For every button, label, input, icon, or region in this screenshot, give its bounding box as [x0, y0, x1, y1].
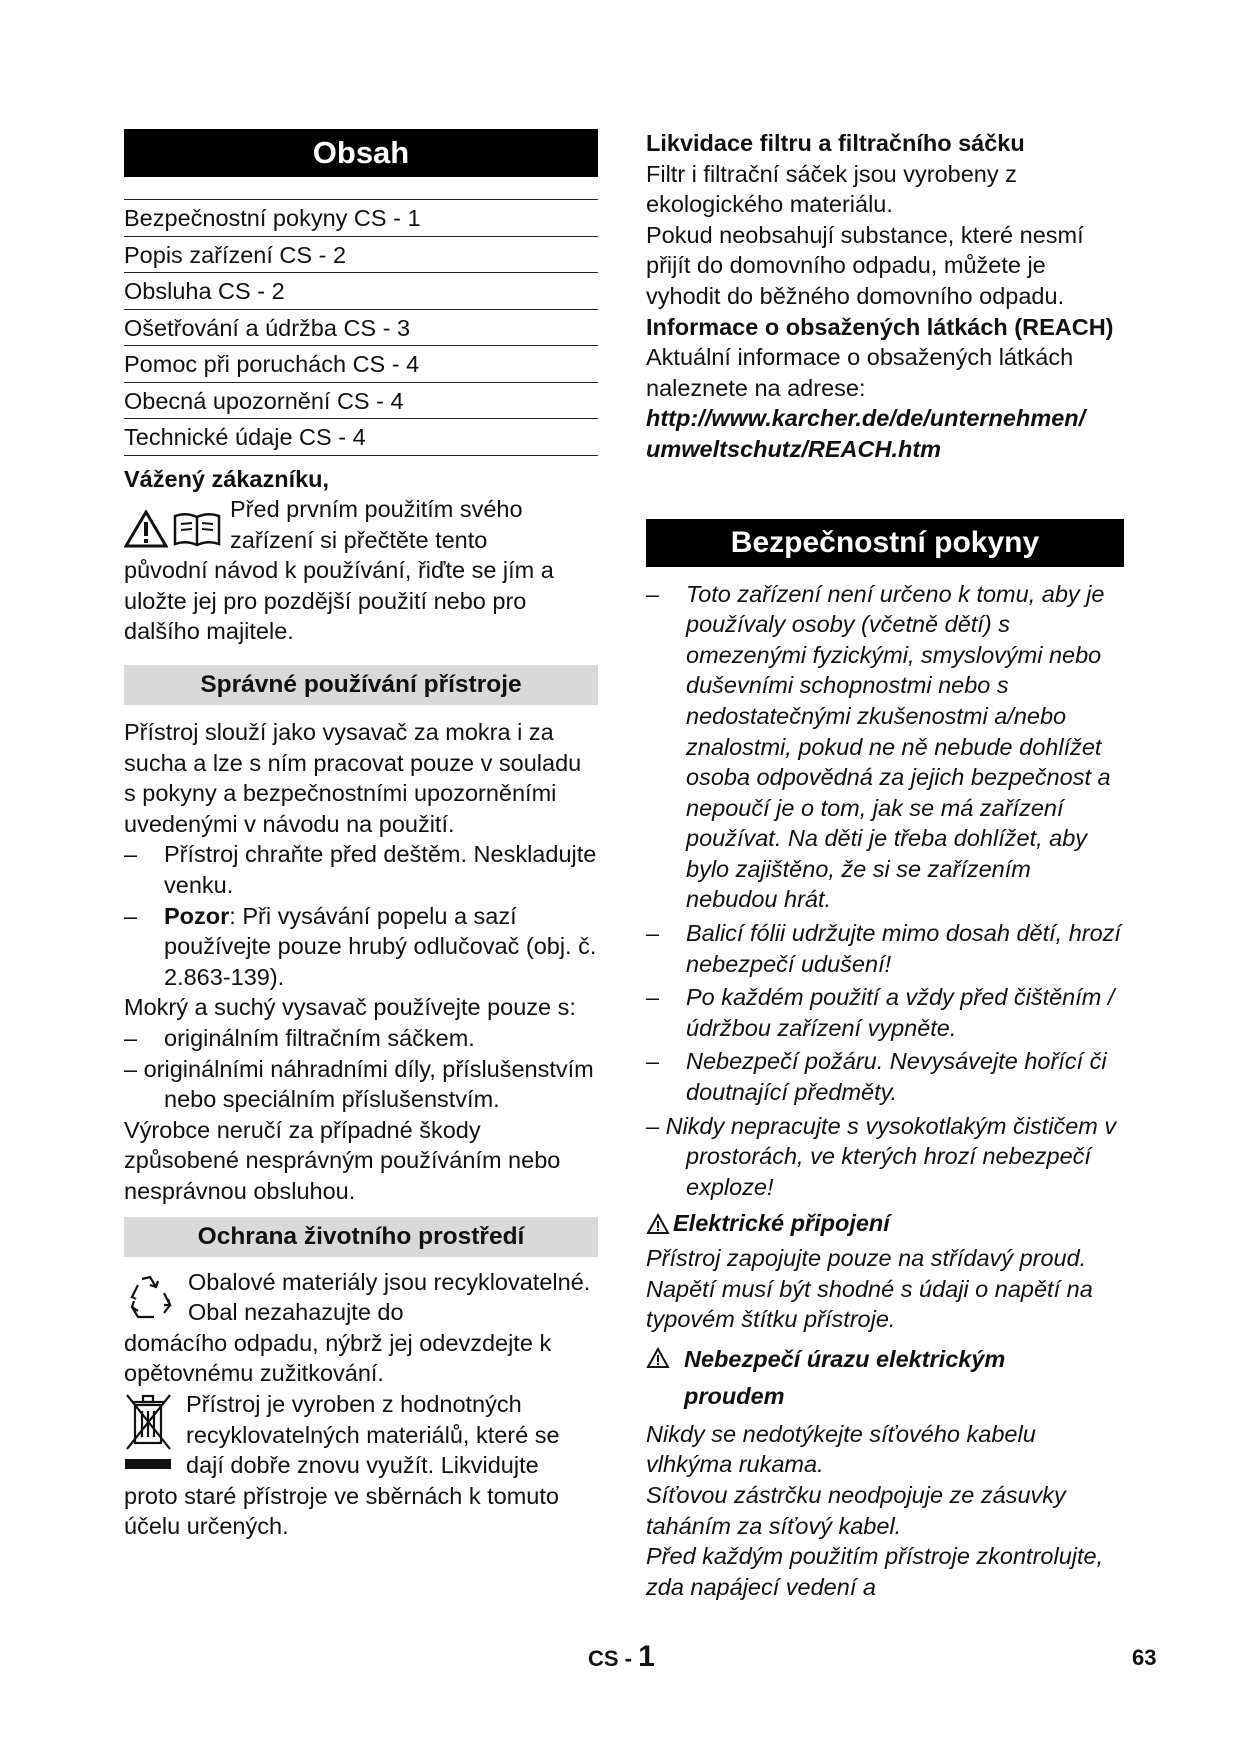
reach-title: Informace o obsažených látkách (REACH): [646, 313, 1114, 340]
packaging-text-b: domácího odpadu, nýbrž jej odevzdejte k opětovnému zužitkování.: [124, 1329, 552, 1387]
intro-block: [124, 494, 598, 555]
greeting: Vážený zákazníku,: [124, 465, 330, 492]
toc-item[interactable]: Popis zařízení CS - 2: [124, 237, 598, 274]
toc-item[interactable]: Bezpečnostní pokyny CS - 1: [124, 200, 598, 237]
list-item: – Pozor: Při vysávání popelu a sazí používejte pouze hrubý odlučovač (obj. č. 2.863-139).: [124, 902, 597, 990]
packaging-text-a: Obalové materiály jsou recyklovatelné. Obal nezahazujte do: [188, 1268, 591, 1326]
use-only-text: Mokrý a suchý vysavač používejte pouze s:: [124, 994, 576, 1021]
reach-url[interactable]: http://www.karcher.de/de/unternehmen/ umweltschutz/REACH.htm: [646, 405, 1086, 462]
shock-heading: Nebezpečí úrazu elektrickým proudem: [646, 1341, 1124, 1415]
electrical-heading: Elektrické připojení: [646, 1208, 1124, 1239]
recycle-icon: [124, 1273, 176, 1328]
left-column: [124, 129, 598, 1542]
toc-title: Obsah: [124, 129, 598, 177]
electrical-text-2: Nikdy se nedotýkejte síťového kabelu vlhkýma rukama.: [646, 1420, 1036, 1478]
toc-item[interactable]: Pomoc při poruchách CS - 4: [124, 346, 598, 383]
list-item: – Balicí fólii udržujte mimo dosah dětí, hrozí nebezpečí udušení!: [646, 920, 1121, 977]
warning-icon: [646, 1213, 670, 1235]
list-item: – originálními náhradními díly, příslušenstvím nebo speciálním příslušenstvím.: [124, 1055, 594, 1113]
proper-use-title: Správné používání přístroje: [124, 665, 598, 705]
warning-icon: [646, 1347, 670, 1415]
footer-section-number: CS - 1: [588, 1640, 655, 1673]
intro-text-b: původní návod k používání, řiďte se jím a uložte jej pro pozdější použití nebo pro dalšího majitele.: [124, 557, 554, 645]
list-item: – Přístroj chraňte před deštěm. Neskladujte venku.: [124, 841, 597, 899]
safety-title: Bezpečnostní pokyny: [646, 519, 1124, 567]
list-item: – Toto zařízení není určeno k tomu, aby je používaly osoby (včetně dětí) s omezenými fyzickými, smyslovými nebo duševními schopnostmi nebo s nedostatečnými zkušenostmi a/nebo znalostmi, pokud ne ně nebude dohlížet osoba odpovědná za jejich bezpečnost a nepoučí je o tom, jak se má zařízení používat. Na děti je třeba dohlížet, aby bylo zajištěno, že si se zařízením nebudou hrát.: [646, 580, 1111, 913]
device-disposal-block: [124, 1389, 598, 1481]
proper-use-para: Přístroj slouží jako vysavač za mokra i za sucha a lze s ním pracovat pouze v souladu s pokyny a bezpečnostními upozorněními uvedenými v návodu na použití.: [124, 719, 582, 837]
disclaimer-text: Výrobce neručí za případné škody způsobené nesprávným používáním nebo nesprávnou obsluhou.: [124, 1116, 561, 1204]
disposal-text-1: Filtr i filtrační sáček jsou vyrobeny z ekologického materiálu.: [646, 160, 1017, 218]
list-item: – Po každém použití a vždy před čištěním / údržbou zařízení vypněte.: [646, 984, 1115, 1041]
intro-text-a: Před prvním použitím svého zařízení si přečtěte tento: [230, 496, 523, 553]
packaging-block: [124, 1267, 598, 1328]
reach-text: Aktuální informace o obsažených látkách naleznete na adrese:: [646, 344, 1074, 401]
manual-book-icon: [172, 510, 222, 548]
page-number: 63: [1132, 1645, 1157, 1670]
environment-title: Ochrana životního prostředí: [124, 1217, 598, 1257]
toc-item[interactable]: Obsluha CS - 2: [124, 273, 598, 310]
disposal-text-2: Pokud neobsahují substance, které nesmí přijít do domovního odpadu, můžete je vyhodit do běžného domovního odpadu.: [646, 221, 1084, 309]
list-item: – Nikdy nepracujte s vysokotlakým čističem v prostorách, ve kterých hrozí nebezpečí exploze!: [646, 1112, 1117, 1200]
electrical-text-4: Před každým použitím přístroje zkontrolujte, zda napájecí vedení a: [646, 1543, 1104, 1600]
device-text-a: Přístroj je vyroben z hodnotných recyklovatelných materiálů, které se dají dobře znovu využít. Likvidujte: [186, 1390, 560, 1479]
disposal-title: Likvidace filtru a filtračního sáčku: [646, 130, 1025, 156]
electrical-text: Přístroj zapojujte pouze na střídavý proud. Napětí musí být shodné s údaji o napětí na typovém štítku přístroje.: [646, 1245, 1093, 1333]
toc-item[interactable]: Obecná upozornění CS - 4: [124, 383, 598, 420]
table-of-contents: [124, 199, 598, 456]
toc-item[interactable]: Ošetřování a údržba CS - 3: [124, 310, 598, 347]
crossed-bin-icon: [124, 1391, 174, 1481]
list-item: – originálním filtračním sáčkem.: [124, 1025, 475, 1051]
right-column: [646, 129, 1124, 1602]
list-item: – Nebezpečí požáru. Nevysávejte hořící či doutnající předměty.: [646, 1048, 1107, 1106]
warning-icon: [124, 510, 168, 548]
toc-item[interactable]: Technické údaje CS - 4: [124, 419, 598, 456]
electrical-text-3: Síťovou zástrčku neodpojuje ze zásuvky taháním za síťový kabel.: [646, 1481, 1066, 1539]
device-text-b: proto staré přístroje ve sběrnách k tomuto účelu určených.: [124, 1482, 559, 1540]
